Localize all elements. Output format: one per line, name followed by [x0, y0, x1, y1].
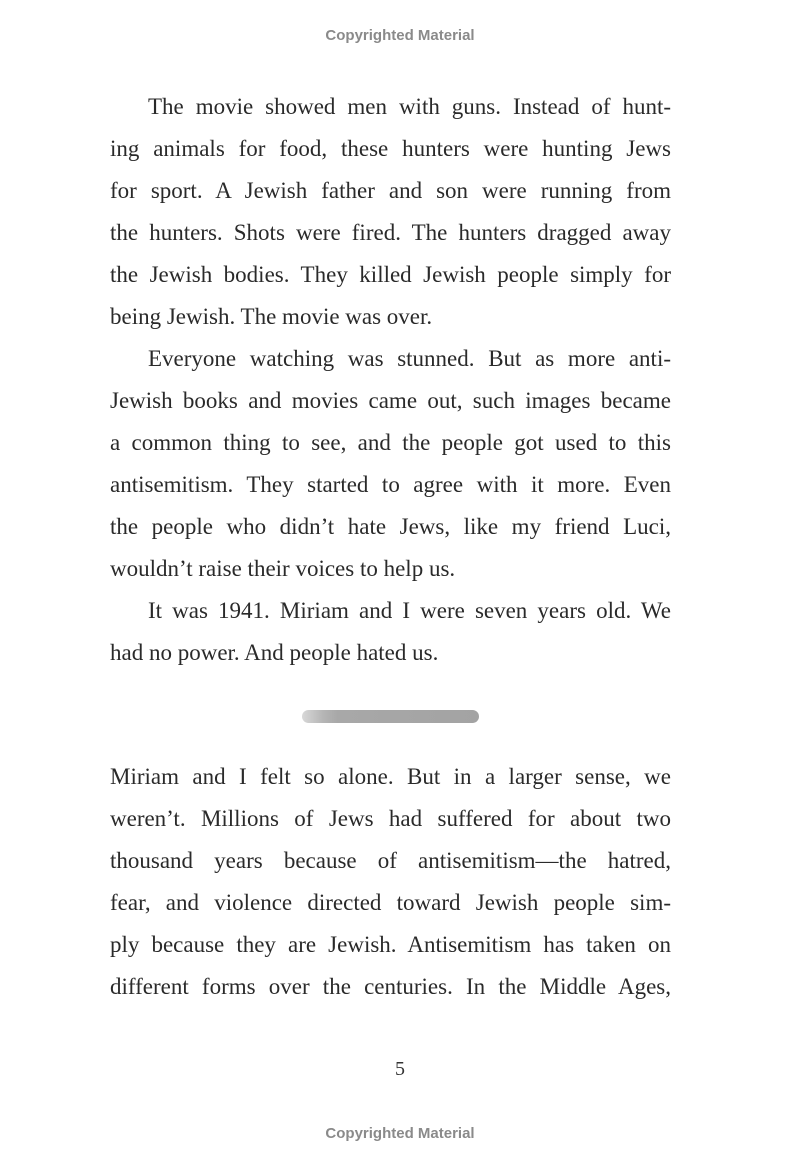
section-divider-brushstroke	[302, 710, 479, 723]
text-line: had no power. And people hated us.	[110, 640, 439, 665]
text-line: wouldn’t raise their voices to help us.	[110, 556, 456, 581]
section-2-text	[110, 756, 671, 1008]
page-number: 5	[395, 1058, 405, 1080]
text-line: Everyone watching was stunned. But as more anti-	[148, 346, 671, 371]
text-line: The movie showed men with guns. Instead of hunt-	[148, 94, 671, 119]
text-line: the Jewish bodies. They killed Jewish people simply for	[110, 262, 671, 287]
text-line: antisemitism. They started to agree with it more. Even	[110, 472, 671, 497]
text-line: ing animals for food, these hunters were hunting Jews	[110, 136, 671, 161]
copyright-watermark-bottom: Copyrighted Material	[325, 1125, 475, 1142]
text-line: Miriam and I felt so alone. But in a larger sense, we	[110, 764, 671, 789]
text-line: the hunters. Shots were fired. The hunters dragged away	[110, 220, 671, 245]
text-line: thousand years because of antisemitism—the hatred,	[110, 848, 671, 873]
section-1-text	[110, 86, 671, 674]
text-line: being Jewish. The movie was over.	[110, 304, 433, 329]
text-line: Jewish books and movies came out, such images became	[110, 388, 671, 413]
copyright-watermark-top: Copyrighted Material	[325, 27, 475, 44]
text-line: It was 1941. Miriam and I were seven years old. We	[148, 598, 671, 623]
text-line: ply because they are Jewish. Antisemitism has taken on	[110, 932, 671, 957]
text-line: fear, and violence directed toward Jewish people sim-	[110, 890, 671, 915]
text-line: the people who didn’t hate Jews, like my friend Luci,	[110, 514, 671, 539]
text-line: weren’t. Millions of Jews had suffered for about two	[110, 806, 671, 831]
text-line: a common thing to see, and the people got used to this	[110, 430, 671, 455]
text-line: for sport. A Jewish father and son were running from	[110, 178, 671, 203]
text-line: different forms over the centuries. In the Middle Ages,	[110, 974, 671, 999]
